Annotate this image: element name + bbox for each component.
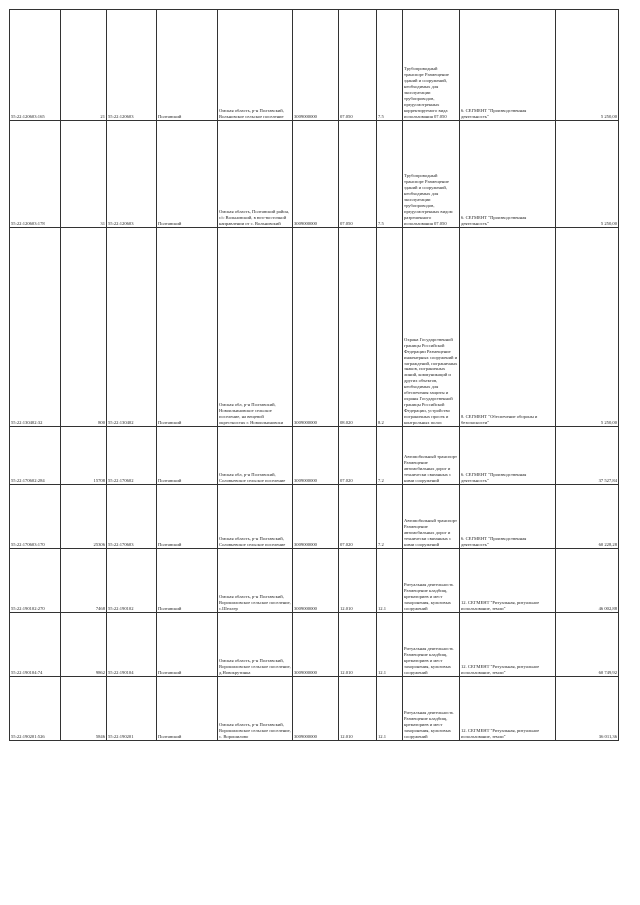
area-cell: 31	[61, 121, 107, 228]
address-cell: Омская область, р-н Полтавский, Ворошиловское сельское поселение, с. Ворошилово	[218, 677, 293, 741]
usage-description-cell: Ритуальная деятельность Размещение кладбищ, крематориев и мест захоронения, культовых сооружений	[403, 677, 460, 741]
oktmo-cell: 3009000000	[293, 10, 339, 121]
document-page	[9, 9, 619, 741]
cadastral-number-cell: 55:22:190102:270	[10, 549, 61, 613]
usage-group-cell: 7.5	[377, 10, 403, 121]
district-cell: Полтавский	[157, 121, 218, 228]
usage-description-cell: Трубопроводный транспорт Размещение зданий и сооружений, необходимых для эксплуатации трубопроводов, предусмотренных корректируемого вида использования 07.050	[403, 10, 460, 121]
cadastral-number-cell: 55:22:190201:526	[10, 677, 61, 741]
address-cell: Омская обл, р-н Полтавский, Новоильиновское сельское поселение, на вещевой окрестностях г. Новоильиновски	[218, 228, 293, 427]
table-row	[10, 485, 619, 549]
area-cell: 25306	[61, 485, 107, 549]
cadastral-value-cell: 60 228,28	[556, 485, 619, 549]
district-cell: Полтавский	[157, 549, 218, 613]
quarter-cell: 55:22:130402	[107, 228, 157, 427]
area-cell: 5846	[61, 677, 107, 741]
oktmo-cell: 3009000000	[293, 613, 339, 677]
address-cell: Омская область, р-н Полтавский, Соловьевское сельское поселение	[218, 485, 293, 549]
quarter-cell: 55:22:120603	[107, 10, 157, 121]
table-row	[10, 677, 619, 741]
address-cell: Омская область, р-н Полтавский, Ворошиловское сельское поселение, д.Новокрутинка	[218, 613, 293, 677]
usage-description-cell: Автомобильный транспорт Размещение автомобильных дорог и технически связанных с ними сооружений	[403, 485, 460, 549]
oktmo-cell: 3009000000	[293, 549, 339, 613]
cadastral-value-cell: 5 250,00	[556, 121, 619, 228]
usage-group-cell: 12.1	[377, 549, 403, 613]
address-cell: Омская область, Полтавский район, с/с Вольновский, в юго-восточной направлении от с. Вольновский	[218, 121, 293, 228]
usage-group-cell: 12.1	[377, 613, 403, 677]
area-cell: 21	[61, 10, 107, 121]
district-cell: Полтавский	[157, 10, 218, 121]
usage-description-cell: Ритуальная деятельность Размещение кладбищ, крематориев и мест захоронения, культовых сооружений	[403, 613, 460, 677]
address-cell: Омская область, р-н Полтавский, Ворошиловское сельское поселение, с.Шеллер	[218, 549, 293, 613]
usage-code-cell: 07.050	[339, 10, 377, 121]
segment-cell: 6. СЕГМЕНТ "Производственная деятельность"	[460, 10, 556, 121]
oktmo-cell: 3009000000	[293, 677, 339, 741]
quarter-cell: 55:22:170602	[107, 427, 157, 485]
cadastral-number-cell: 55:22:120603:178	[10, 121, 61, 228]
usage-group-cell: 7.2	[377, 427, 403, 485]
cadastral-value-cell: 46 002,88	[556, 549, 619, 613]
cadastral-number-cell: 55:22:170602:284	[10, 427, 61, 485]
table-row	[10, 549, 619, 613]
usage-code-cell: 07.050	[339, 121, 377, 228]
usage-group-cell: 7.5	[377, 121, 403, 228]
usage-code-cell: 08.020	[339, 228, 377, 427]
usage-group-cell: 7.2	[377, 485, 403, 549]
usage-code-cell: 12.010	[339, 677, 377, 741]
cadastral-number-cell: 55:22:130402:32	[10, 228, 61, 427]
oktmo-cell: 3009000000	[293, 121, 339, 228]
table-row	[10, 613, 619, 677]
table-row	[10, 10, 619, 121]
segment-cell: 12. СЕГМЕНТ "Ритуальная, ритуальное использование, земли"	[460, 613, 556, 677]
cadastral-value-cell: 5 250,00	[556, 10, 619, 121]
oktmo-cell: 3009000000	[293, 485, 339, 549]
usage-code-cell: 12.010	[339, 613, 377, 677]
district-cell: Полтавский	[157, 228, 218, 427]
table-row	[10, 121, 619, 228]
oktmo-cell: 3009000000	[293, 228, 339, 427]
cadastral-number-cell: 55:22:120603:165	[10, 10, 61, 121]
cadastral-number-cell: 55:22:190104:74	[10, 613, 61, 677]
oktmo-cell: 3009000000	[293, 427, 339, 485]
usage-description-cell: Трубопроводный транспорт Размещение зданий и сооружений, необходимых для эксплуатации трубопроводов, предусмотренных видом разрешенного использования 07.050	[403, 121, 460, 228]
quarter-cell: 55:22:120603	[107, 121, 157, 228]
address-cell: Омская обл, р-н Полтавский, Соловьевское сельское поселение	[218, 427, 293, 485]
usage-group-cell: 12.1	[377, 677, 403, 741]
quarter-cell: 55:22:190102	[107, 549, 157, 613]
district-cell: Полтавский	[157, 677, 218, 741]
usage-description-cell: Автомобильный транспорт Размещение автомобильных дорог и технически связанных с ними сооружений	[403, 427, 460, 485]
cadastral-number-cell: 55:22:170603:170	[10, 485, 61, 549]
area-cell: 9862	[61, 613, 107, 677]
usage-code-cell: 12.010	[339, 549, 377, 613]
area-cell: 7468	[61, 549, 107, 613]
cadastral-value-cell: 37 527,84	[556, 427, 619, 485]
segment-cell: 12. СЕГМЕНТ "Ритуальная, ритуальное использование, земли"	[460, 677, 556, 741]
district-cell: Полтавский	[157, 427, 218, 485]
usage-code-cell: 07.020	[339, 427, 377, 485]
usage-description-cell: Ритуальная деятельность Размещение кладбищ, крематориев и мест захоронения, культовых сооружений	[403, 549, 460, 613]
quarter-cell: 55:22:190201	[107, 677, 157, 741]
segment-cell: 12. СЕГМЕНТ "Ритуальная, ритуальное использование, земли"	[460, 549, 556, 613]
address-cell: Омская область, р-н Полтавский, Вольновское сельское поселение	[218, 10, 293, 121]
table-row	[10, 427, 619, 485]
segment-cell: 6. СЕГМЕНТ "Производственная деятельность"	[460, 121, 556, 228]
district-cell: Полтавский	[157, 485, 218, 549]
usage-group-cell: 8.2	[377, 228, 403, 427]
segment-cell: 8. СЕГМЕНТ "Обеспечение обороны и безопасности"	[460, 228, 556, 427]
district-cell: Полтавский	[157, 613, 218, 677]
segment-cell: 6. СЕГМЕНТ "Производственная деятельность"	[460, 427, 556, 485]
table-row	[10, 228, 619, 427]
usage-code-cell: 07.020	[339, 485, 377, 549]
cadastral-value-cell: 5 250,00	[556, 228, 619, 427]
cadastral-value-cell: 60 749,92	[556, 613, 619, 677]
cadastral-value-cell: 36 011,36	[556, 677, 619, 741]
area-cell: 15708	[61, 427, 107, 485]
cadastral-value-table	[9, 9, 619, 741]
quarter-cell: 55:22:190104	[107, 613, 157, 677]
area-cell: 800	[61, 228, 107, 427]
quarter-cell: 55:22:170603	[107, 485, 157, 549]
usage-description-cell: Охрана Государственной границы Российской Федерации Размещение инженерных сооружений и заграждений, пограничных знаков, пограничных линий, коммуникаций и других объектов, необходимых для обеспечения защиты и охраны Государственной границы Российской Федерации, устройство пограничных просек и контрольных полос	[403, 228, 460, 427]
segment-cell: 6. СЕГМЕНТ "Производственная деятельность"	[460, 485, 556, 549]
